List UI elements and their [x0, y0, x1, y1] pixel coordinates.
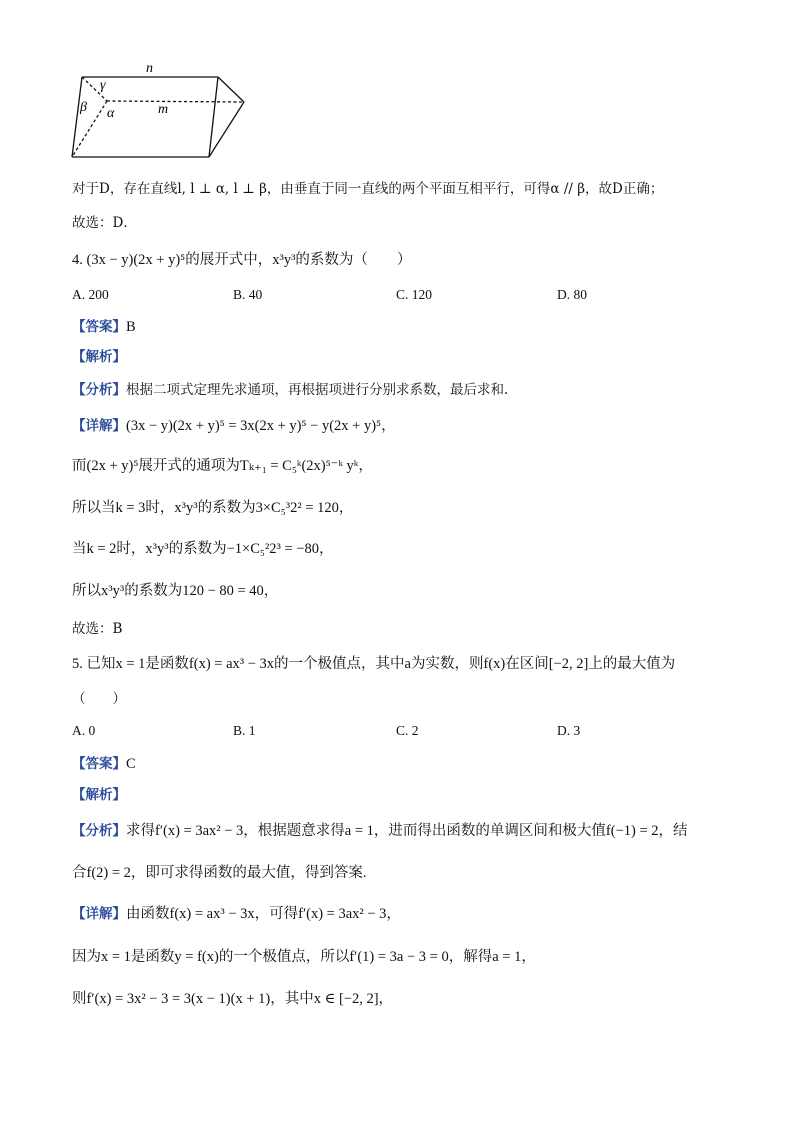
- q4-fenxi-row: [72, 381, 508, 399]
- label-m: m: [158, 102, 169, 117]
- q4-analysis-tag-row: [72, 348, 126, 366]
- q5-detail-line-1: 由函数f(x) = ax³ − 3x，可得f′(x) = 3ax² − 3，: [126, 906, 401, 922]
- q5-detail-line-3: 则f′(x) = 3x² − 3 = 3(x − 1)(x + 1)，其中x ∈ [−2, 2]，: [72, 991, 394, 1007]
- analysis-tag: 【解析】: [72, 349, 126, 365]
- q5-stem-paren: （ ）: [72, 691, 126, 707]
- q5-fenxi-row: [72, 822, 688, 840]
- analysis-tag: 【解析】: [72, 787, 126, 803]
- q5-detail-line-2: 因为x = 1是函数y = f(x)的一个极值点，所以f′(1) = 3a − 3 = 0，解得a = 1，: [72, 949, 536, 965]
- q4-option-a: A. 200: [72, 287, 109, 302]
- prev-answer: 故选：D．: [72, 215, 137, 231]
- q4-detail-line-4: 当k = 2时，x³y³的系数为−1×C₅²2³ = −80，: [72, 541, 334, 557]
- label-gamma: γ: [100, 78, 106, 93]
- q4-detail-line-3: 所以当k = 3时，x³y³的系数为3×C₅³2² = 120，: [72, 500, 354, 516]
- fenxi-tag: 【分析】: [72, 823, 126, 839]
- q4-option-d: D. 80: [557, 287, 587, 302]
- inner-lower-dashed: [72, 101, 107, 157]
- q4-detail-row: [72, 417, 396, 435]
- q4-option-b: B. 40: [233, 287, 263, 302]
- q5-option-c: C. 2: [396, 723, 419, 738]
- q5-fenxi: 求得f′(x) = 3ax² − 3，根据题意求得a = 1，进而得出函数的单调区间和极大值f(−1) = 2，结: [126, 823, 688, 839]
- q4-fenxi: 根据二项式定理先求通项，再根据项进行分别求系数，最后求和.: [126, 382, 509, 398]
- detail-tag: 【详解】: [72, 906, 126, 922]
- fenxi-tag: 【分析】: [72, 382, 126, 398]
- label-beta: β: [80, 100, 87, 115]
- q5-analysis-tag-row: [72, 786, 126, 804]
- q4-stem: 4. (3x − y)(2x + y)⁵的展开式中，x³y³的系数为（ ）: [72, 252, 412, 268]
- q5-answer-row: [72, 755, 136, 773]
- q4-conclusion: 故选：B: [72, 621, 123, 637]
- label-n: n: [146, 61, 153, 76]
- prism-figure: [60, 55, 260, 165]
- q5-option-d: D. 3: [557, 723, 581, 738]
- q4-answer-row: [72, 318, 136, 336]
- q5-answer: C: [126, 756, 136, 772]
- d-note: 对于D，存在直线l, l ⊥ α, l ⊥ β，由垂直于同一直线的两个平面互相平行，可得α // β，故D正确；: [72, 181, 664, 197]
- q4-answer: B: [126, 319, 136, 335]
- q5-stem: 5. 已知x = 1是函数f(x) = ax³ − 3x的一个极值点，其中a为实数，则f(x)在区间[−2, 2]上的最大值为: [72, 656, 676, 672]
- q5-detail-row: [72, 905, 401, 923]
- q5-fenxi-line-2: 合f(2) = 2，即可求得函数的最大值，得到答案.: [72, 865, 367, 881]
- q4-option-c: C. 120: [396, 287, 433, 302]
- q5-option-a: A. 0: [72, 723, 96, 738]
- answer-tag: 【答案】: [72, 319, 126, 335]
- detail-tag: 【详解】: [72, 418, 126, 434]
- answer-tag: 【答案】: [72, 756, 126, 772]
- apex-upper-edge: [218, 77, 244, 102]
- q4-detail-line-5: 所以x³y³的系数为120 − 80 = 40，: [72, 583, 279, 599]
- q5-option-b: B. 1: [233, 723, 256, 738]
- mid-edge-dashed: [107, 101, 244, 102]
- left-edge: [72, 77, 82, 157]
- label-alpha: α: [107, 106, 115, 121]
- q4-detail-line-1: (3x − y)(2x + y)⁵ = 3x(2x + y)⁵ − y(2x + y)⁵，: [126, 418, 396, 434]
- q4-detail-line-2: 而(2x + y)⁵展开式的通项为Tₖ₊₁ = C₅ᵏ(2x)⁵⁻ᵏ yᵏ，: [72, 458, 373, 474]
